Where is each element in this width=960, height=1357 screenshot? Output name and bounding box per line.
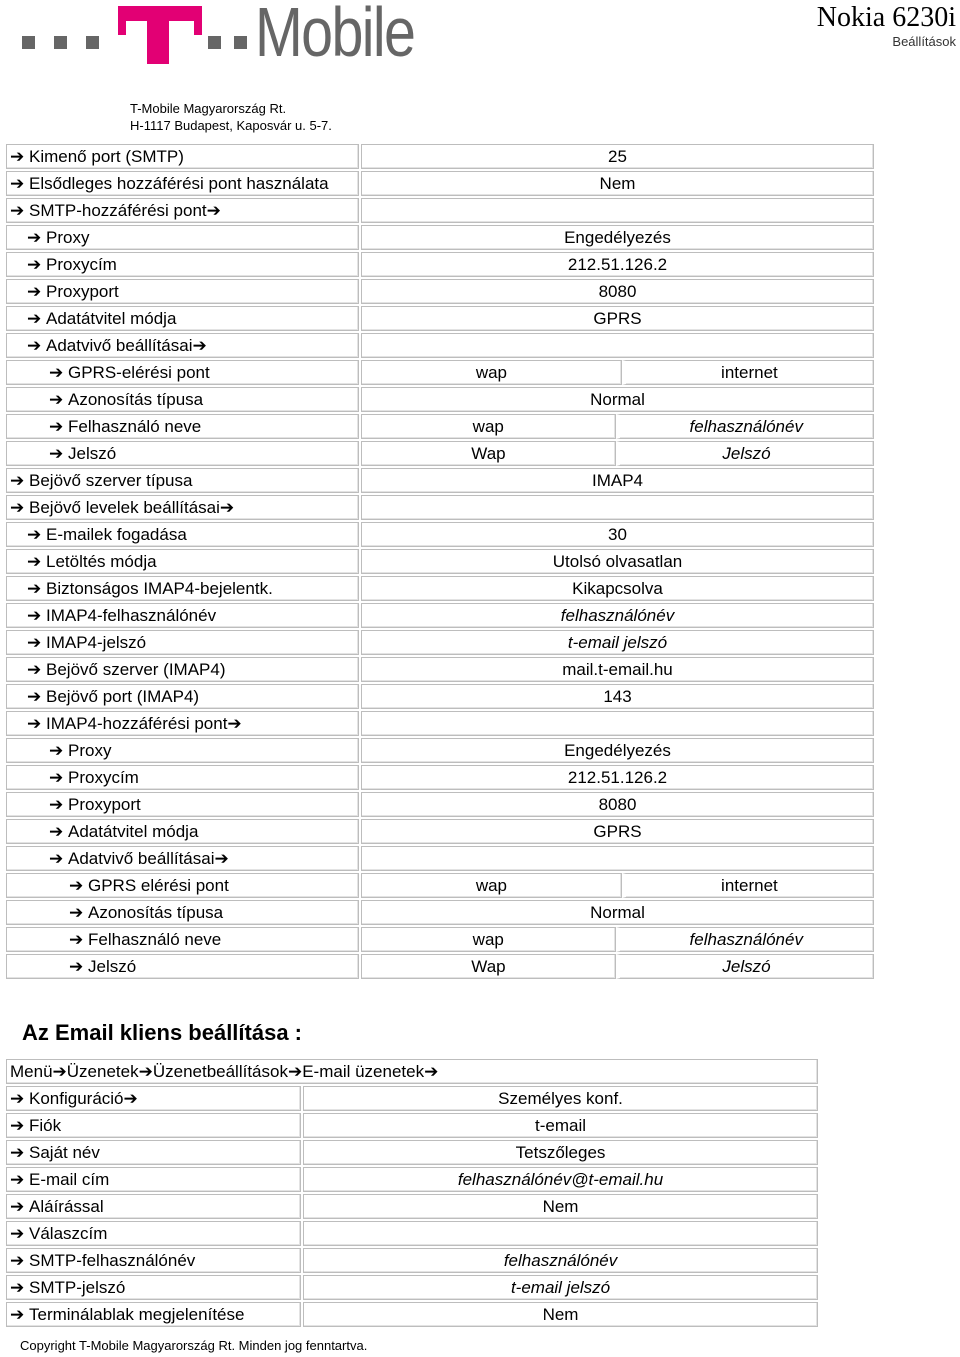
split-value-cell (361, 954, 874, 979)
row-value: mail.t-email.hu (361, 657, 874, 682)
device-header (817, 2, 956, 50)
row-label-text: Biztonságos IMAP4-bejelentk. (46, 579, 273, 598)
row-label-text: IMAP4-hozzáférési pont➔ (46, 714, 242, 733)
arrow-icon: ➔ (49, 822, 64, 841)
table-row (6, 738, 874, 763)
arrow-icon: ➔ (10, 498, 25, 517)
row-label-text: GPRS-elérési pont (68, 363, 210, 382)
row-value: Jelszó (616, 954, 874, 979)
row-label-text: Jelszó (88, 957, 137, 976)
row-label (6, 576, 359, 601)
row-value: Wap (361, 954, 616, 979)
row-label (6, 1194, 301, 1219)
arrow-icon: ➔ (49, 741, 64, 760)
row-value: felhasználónév (361, 603, 874, 628)
row-label-text: Adatátvitel módja (46, 309, 177, 328)
row-label (6, 441, 359, 466)
table-row (6, 468, 874, 493)
table-row (6, 306, 874, 331)
arrow-icon: ➔ (49, 444, 64, 463)
row-label (6, 1086, 301, 1111)
row-value: internet (622, 360, 874, 385)
t-mobile-logo-mark (20, 2, 255, 64)
row-label-text: Azonosítás típusa (88, 903, 224, 922)
row-label (6, 792, 359, 817)
table-row (6, 873, 874, 898)
table-row (6, 522, 874, 547)
table-row (6, 144, 874, 169)
row-label (6, 738, 359, 763)
arrow-icon: ➔ (27, 579, 42, 598)
row-value: Engedélyezés (361, 225, 874, 250)
row-label (6, 711, 359, 736)
row-value: Normal (361, 387, 874, 412)
split-value-cell (361, 360, 874, 385)
row-label (6, 360, 359, 385)
row-label-text: Bejövő szerver (IMAP4) (46, 660, 226, 679)
row-label-text: E-mail cím (29, 1170, 110, 1189)
menu-path: Menü➔Üzenetek➔Üzenetbeállítások➔E-mail üzenetek➔ (6, 1059, 818, 1084)
company-street: H-1117 Budapest, Kaposvár u. 5-7. (130, 118, 332, 133)
row-label-text: Aláírással (29, 1197, 104, 1216)
settings-table (4, 142, 876, 981)
row-value: Normal (361, 900, 874, 925)
row-value: Nem (303, 1194, 818, 1219)
row-label (6, 1113, 301, 1138)
row-label-text: Kimenő port (SMTP) (29, 147, 184, 166)
arrow-icon: ➔ (27, 309, 42, 328)
arrow-icon: ➔ (49, 417, 64, 436)
row-value: 143 (361, 684, 874, 709)
row-value: 212.51.126.2 (361, 252, 874, 277)
table-row (6, 1113, 818, 1138)
brand-wordmark: Mobile (255, 0, 415, 71)
arrow-icon: ➔ (10, 1197, 25, 1216)
table-row (6, 1086, 818, 1111)
row-value: 212.51.126.2 (361, 765, 874, 790)
row-label-text: Bejövő port (IMAP4) (46, 687, 200, 706)
row-label-text: Azonosítás típusa (68, 390, 204, 409)
row-label (6, 819, 359, 844)
row-label (6, 225, 359, 250)
row-label (6, 630, 359, 655)
row-label (6, 927, 359, 952)
table-row (6, 684, 874, 709)
row-label (6, 387, 359, 412)
arrow-icon: ➔ (10, 471, 25, 490)
email-client-table (4, 1057, 820, 1329)
arrow-icon: ➔ (49, 849, 64, 868)
arrow-icon: ➔ (10, 1305, 25, 1324)
row-label-text: Felhasználó neve (68, 417, 202, 436)
row-value: wap (361, 927, 616, 952)
row-label (6, 684, 359, 709)
row-label-text: SMTP-felhasználónév (29, 1251, 196, 1270)
arrow-icon: ➔ (10, 147, 25, 166)
arrow-icon: ➔ (27, 714, 42, 733)
arrow-icon: ➔ (10, 174, 25, 193)
table-row (6, 819, 874, 844)
menu-path-row (6, 1059, 818, 1084)
row-label (6, 1275, 301, 1300)
table-row (6, 171, 874, 196)
row-label (6, 414, 359, 439)
table-row (6, 495, 874, 520)
arrow-icon: ➔ (27, 525, 42, 544)
table-row (6, 657, 874, 682)
row-label-text: Bejövő levelek beállításai➔ (29, 498, 235, 517)
row-label-text: Adatvivő beállításai➔ (68, 849, 229, 868)
arrow-icon: ➔ (27, 687, 42, 706)
row-value: 8080 (361, 792, 874, 817)
row-label (6, 306, 359, 331)
row-value: Nem (303, 1302, 818, 1327)
row-value: Wap (361, 441, 616, 466)
company-name: T-Mobile Magyarország Rt. (130, 101, 287, 116)
table-row (6, 1221, 818, 1246)
row-label (6, 873, 359, 898)
row-value: internet (622, 873, 874, 898)
row-label-text: Felhasználó neve (88, 930, 222, 949)
arrow-icon: ➔ (49, 768, 64, 787)
table-row (6, 792, 874, 817)
device-model: Nokia 6230i (816, 2, 956, 33)
row-label (6, 252, 359, 277)
row-value: IMAP4 (361, 468, 874, 493)
split-value-cell (361, 927, 874, 952)
table-row (6, 576, 874, 601)
arrow-icon: ➔ (10, 201, 25, 220)
row-label-text: Terminálablak megjelenítése (29, 1305, 245, 1324)
row-value: t-email jelszó (361, 630, 874, 655)
row-label (6, 603, 359, 628)
row-value: felhasználónév (616, 414, 874, 439)
row-value: Engedélyezés (361, 738, 874, 763)
row-value: GPRS (361, 819, 874, 844)
row-label (6, 144, 359, 169)
arrow-icon: ➔ (27, 606, 42, 625)
arrow-icon: ➔ (69, 903, 84, 922)
row-value: wap (361, 360, 622, 385)
arrow-icon: ➔ (27, 552, 42, 571)
row-label-text: SMTP-hozzáférési pont➔ (29, 201, 221, 220)
split-value-cell (361, 414, 874, 439)
arrow-icon: ➔ (10, 1224, 25, 1243)
row-label-text: Elsődleges hozzáférési pont használata (29, 174, 329, 193)
row-label (6, 468, 359, 493)
table-row (6, 252, 874, 277)
table-row (6, 1302, 818, 1327)
table-row (6, 279, 874, 304)
split-value-cell (361, 873, 874, 898)
row-label-text: Proxycím (68, 768, 139, 787)
table-row (6, 198, 874, 223)
arrow-icon: ➔ (10, 1170, 25, 1189)
row-label-text: SMTP-jelszó (29, 1278, 126, 1297)
row-label-text: Proxy (46, 228, 90, 247)
row-label (6, 522, 359, 547)
table-row (6, 900, 874, 925)
row-value: felhasználónév (303, 1248, 818, 1273)
row-label (6, 198, 359, 223)
arrow-icon: ➔ (49, 795, 64, 814)
row-label (6, 1221, 301, 1246)
row-label (6, 171, 359, 196)
row-value: 30 (361, 522, 874, 547)
row-value: t-email (303, 1113, 818, 1138)
table-row (6, 711, 874, 736)
row-value: wap (361, 873, 622, 898)
row-value: Tetszőleges (303, 1140, 818, 1165)
row-label (6, 846, 359, 871)
row-value: wap (361, 414, 616, 439)
row-label (6, 495, 359, 520)
row-label-text: IMAP4-jelszó (46, 633, 147, 652)
row-label-text: Proxyport (68, 795, 141, 814)
arrow-icon: ➔ (10, 1089, 25, 1108)
table-row (6, 333, 874, 358)
arrow-icon: ➔ (27, 228, 42, 247)
table-row (6, 414, 874, 439)
arrow-icon: ➔ (27, 660, 42, 679)
table-row (6, 360, 874, 385)
row-label-text: Válaszcím (29, 1224, 108, 1243)
arrow-icon: ➔ (49, 363, 64, 382)
row-label-text: Jelszó (68, 444, 117, 463)
arrow-icon: ➔ (49, 390, 64, 409)
row-label-text: E-mailek fogadása (46, 525, 187, 544)
row-value: felhasználónév@t-email.hu (303, 1167, 818, 1192)
row-label-text: Fiók (29, 1116, 62, 1135)
arrow-icon: ➔ (27, 282, 42, 301)
table-row (6, 603, 874, 628)
arrow-icon: ➔ (69, 957, 84, 976)
row-value: GPRS (361, 306, 874, 331)
row-label (6, 765, 359, 790)
row-value (361, 711, 874, 736)
table-row (6, 846, 874, 871)
t-mobile-logo (20, 2, 255, 64)
row-value: Személyes konf. (303, 1086, 818, 1111)
row-label (6, 1302, 301, 1327)
arrow-icon: ➔ (27, 255, 42, 274)
row-value (361, 846, 874, 871)
row-label (6, 333, 359, 358)
row-label (6, 900, 359, 925)
row-label (6, 549, 359, 574)
device-subtitle: Beállítások (892, 34, 956, 49)
table-row (6, 1194, 818, 1219)
table-row (6, 1167, 818, 1192)
arrow-icon: ➔ (10, 1116, 25, 1135)
row-value (303, 1221, 818, 1246)
row-label-text: Bejövő szerver típusa (29, 471, 193, 490)
row-value (361, 495, 874, 520)
split-value-cell (361, 441, 874, 466)
row-label-text: Konfiguráció➔ (29, 1089, 138, 1108)
row-label-text: Letöltés módja (46, 552, 157, 571)
row-label (6, 1248, 301, 1273)
row-label-text: Proxycím (46, 255, 117, 274)
arrow-icon: ➔ (10, 1143, 25, 1162)
row-label-text: Proxy (68, 741, 112, 760)
row-value: Nem (361, 171, 874, 196)
row-label (6, 657, 359, 682)
row-value: t-email jelszó (303, 1275, 818, 1300)
arrow-icon: ➔ (27, 336, 42, 355)
arrow-icon: ➔ (69, 876, 84, 895)
row-value: 25 (361, 144, 874, 169)
copyright: Copyright T-Mobile Magyarország Rt. Minden jog fenntartva. (20, 1338, 368, 1353)
table-row (6, 765, 874, 790)
arrow-icon: ➔ (10, 1251, 25, 1270)
row-label (6, 1167, 301, 1192)
table-row (6, 387, 874, 412)
row-label-text: Adatátvitel módja (68, 822, 199, 841)
row-label-text: Proxyport (46, 282, 119, 301)
arrow-icon: ➔ (10, 1278, 25, 1297)
company-address (130, 100, 332, 134)
row-label-text: Adatvivő beállításai➔ (46, 336, 207, 355)
row-value: Jelszó (616, 441, 874, 466)
table-row (6, 1248, 818, 1273)
table-row (6, 549, 874, 574)
row-label-text: IMAP4-felhasználónév (46, 606, 217, 625)
table-row (6, 630, 874, 655)
arrow-icon: ➔ (69, 930, 84, 949)
row-value: Kikapcsolva (361, 576, 874, 601)
table-row (6, 1275, 818, 1300)
table-row (6, 927, 874, 952)
row-value: Utolsó olvasatlan (361, 549, 874, 574)
row-value (361, 333, 874, 358)
row-value: 8080 (361, 279, 874, 304)
row-label (6, 1140, 301, 1165)
row-value (361, 198, 874, 223)
row-label-text: Saját név (29, 1143, 100, 1162)
section-title: Az Email kliens beállítása : (22, 1020, 303, 1045)
arrow-icon: ➔ (27, 633, 42, 652)
table-row (6, 225, 874, 250)
table-row (6, 441, 874, 466)
table-row (6, 954, 874, 979)
table-row (6, 1140, 818, 1165)
row-label-text: GPRS elérési pont (88, 876, 229, 895)
row-label (6, 954, 359, 979)
row-label (6, 279, 359, 304)
row-value: felhasználónév (616, 927, 874, 952)
